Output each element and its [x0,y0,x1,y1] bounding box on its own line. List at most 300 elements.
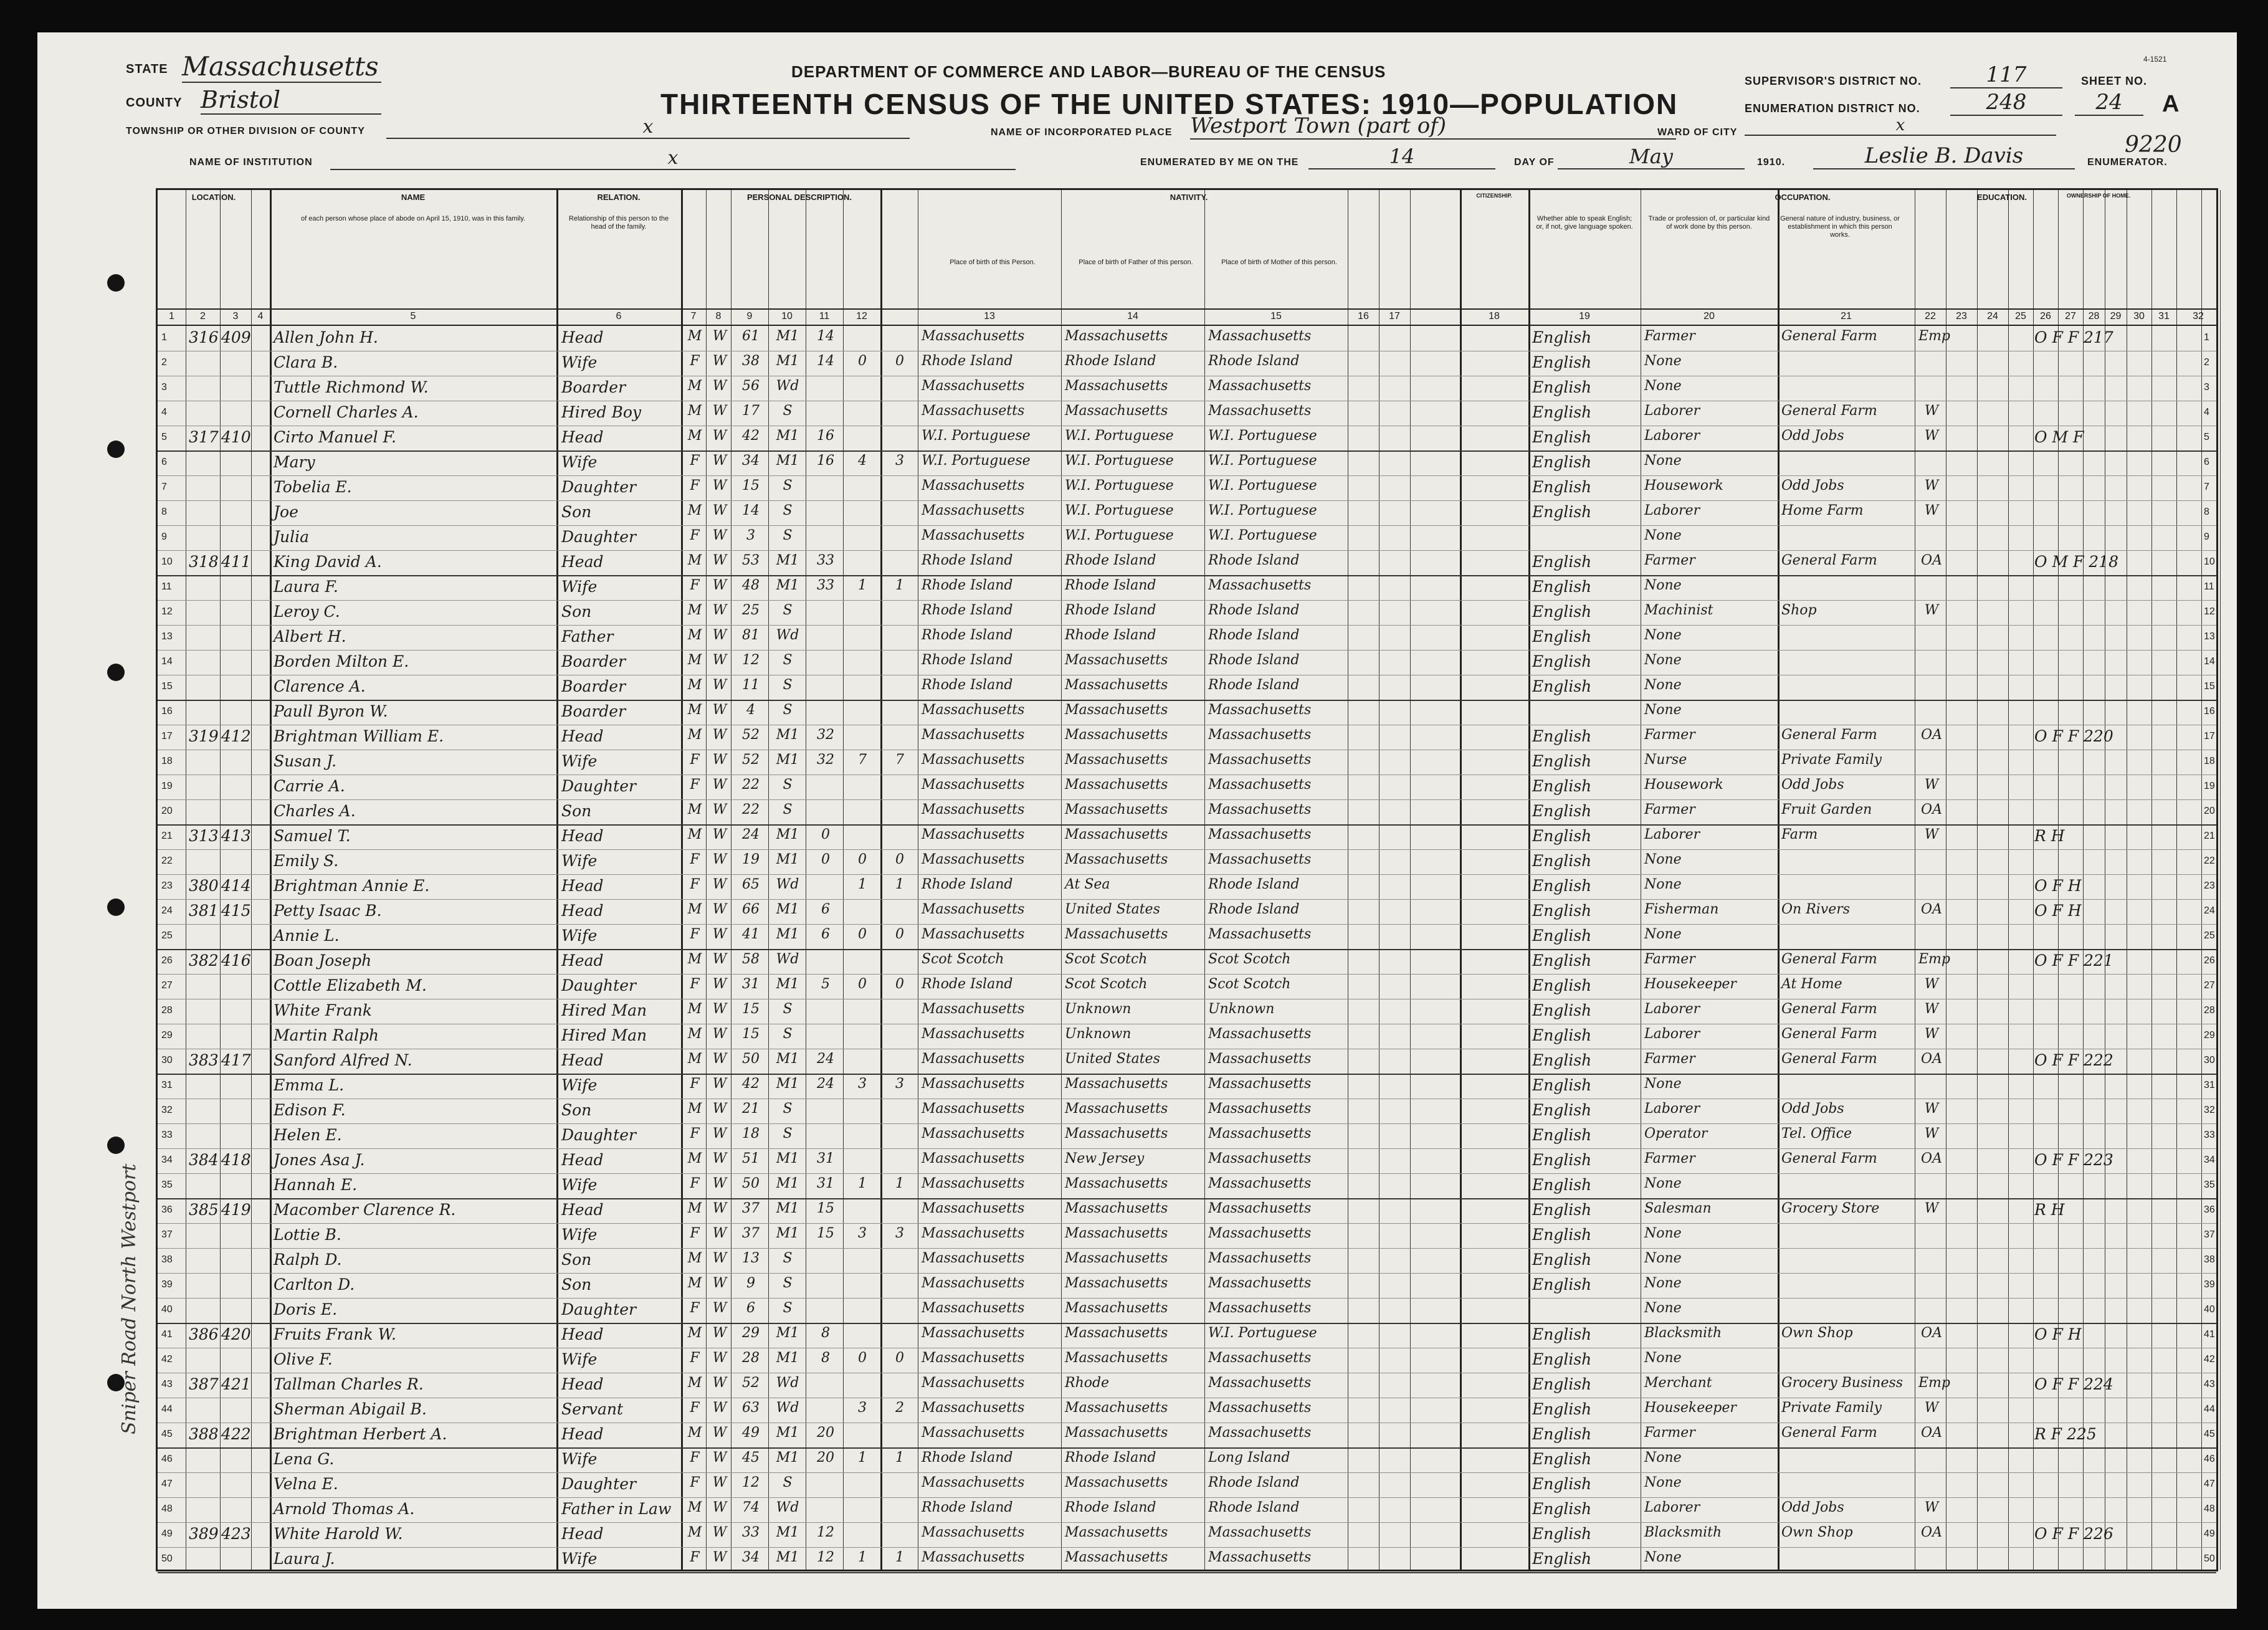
marital-status: S [783,1101,793,1117]
relation: Hired Boy [561,403,642,421]
birthplace-mother: W.I. Portuguese [1208,453,1317,469]
house-number: 384 [189,1151,219,1169]
birthplace-person: Massachusetts [922,752,1025,768]
age: 24 [742,827,760,842]
race: W [712,1251,727,1266]
trade: Laborer [1644,1026,1700,1042]
table-row [158,700,2216,725]
employer-status: W [1924,827,1939,842]
children-living: 2 [895,1400,904,1416]
marital-status: S [783,1001,793,1017]
person-name: Clara B. [274,353,338,371]
table-row [158,750,2216,775]
home-ownership: O F H [2034,877,2082,895]
relation: Hired Man [561,1001,647,1019]
language: English [1532,1425,1592,1443]
family-number: 419 [221,1201,251,1219]
punch-hole [107,274,125,292]
line-number: 45 [161,1429,173,1439]
race: W [712,1176,727,1191]
relation: Head [561,1201,604,1219]
age: 63 [742,1400,760,1416]
table-row [158,1373,2216,1398]
line-number: 12 [161,606,173,617]
birthplace-mother: W.I. Portuguese [1208,503,1317,518]
age: 50 [742,1176,760,1191]
birthplace-person: Massachusetts [922,1101,1025,1117]
person-name: Samuel T. [274,827,351,845]
sex: M [687,603,702,618]
line-number: 36 [161,1204,173,1215]
county-value: Bristol [201,86,381,115]
race: W [712,553,727,568]
line-number: 15 [161,681,173,692]
table-row [158,650,2216,675]
children-living: 1 [895,1176,904,1191]
birthplace-person: Massachusetts [922,1300,1025,1316]
children-born: 1 [858,877,867,892]
sex: F [690,852,700,867]
age: 33 [742,1525,760,1540]
column-number: 19 [1579,311,1590,322]
employer-status: OA [1921,1425,1942,1441]
industry: Odd Jobs [1781,478,1844,493]
years-married: 14 [817,328,834,344]
line-number-right: 28 [2204,1005,2215,1016]
years-married: 31 [817,1176,834,1191]
industry: Fruit Garden [1781,802,1872,817]
line-number: 1 [161,332,167,343]
years-married: 0 [821,827,830,842]
race: W [712,752,727,768]
birthplace-father: Massachusetts [1065,1201,1168,1216]
line-number-right: 6 [2204,457,2209,467]
line-number: 20 [161,806,173,816]
trade: None [1644,702,1682,718]
employer-status: W [1924,403,1939,419]
industry: Grocery Store [1781,1201,1880,1216]
house-number: 383 [189,1051,219,1069]
marital-status: M1 [776,1325,799,1341]
trade: Farmer [1644,1425,1695,1441]
children-born: 3 [858,1400,867,1416]
column-number: 18 [1489,311,1500,322]
age: 13 [742,1251,760,1266]
birthplace-person: Massachusetts [922,827,1025,842]
person-name: Tuttle Richmond W. [274,378,429,396]
children-living: 0 [895,1350,904,1366]
census-title: THIRTEENTH CENSUS OF THE UNITED STATES: 1910—POPULATION [660,88,1679,120]
language: English [1532,503,1592,521]
birthplace-father: Rhode Island [1065,627,1156,643]
language: English [1532,927,1592,945]
line-number: 29 [161,1030,173,1041]
birthplace-father: W.I. Portuguese [1065,428,1174,444]
birthplace-father: W.I. Portuguese [1065,478,1174,493]
birthplace-father: Massachusetts [1065,1101,1168,1117]
line-number: 23 [161,880,173,891]
sex: F [690,1400,700,1416]
age: 58 [742,951,760,967]
age: 61 [742,328,760,344]
person-name: Cirto Manuel F. [274,428,396,446]
race: W [712,976,727,992]
person-name: Cornell Charles A. [274,403,419,421]
home-ownership: O F F 220 [2034,727,2113,745]
person-name: Carrie A. [274,777,345,795]
relation: Hired Man [561,1026,647,1044]
language: English [1532,453,1592,471]
house-number: 386 [189,1325,219,1343]
trade: None [1644,927,1682,942]
race: W [712,902,727,917]
table-row [158,600,2216,626]
age: 37 [742,1226,760,1241]
sex: F [690,1300,700,1316]
table-row [158,799,2216,826]
relation: Wife [561,353,598,371]
birthplace-father: Massachusetts [1065,1475,1168,1490]
relation: Daughter [561,1126,636,1144]
years-married: 24 [817,1076,834,1092]
trade: None [1644,1550,1682,1565]
line-number: 16 [161,706,173,717]
birthplace-mother: Massachusetts [1208,702,1312,718]
family-number: 411 [221,553,251,571]
trade: None [1644,1076,1682,1092]
family-number: 415 [221,902,251,920]
birthplace-mother: Rhode Island [1208,877,1300,892]
age: 66 [742,902,760,917]
birthplace-mother: Massachusetts [1208,1251,1312,1266]
head-birth-person: Place of birth of this Person. [950,259,1036,266]
sex: M [687,1275,702,1291]
marital-status: S [783,802,793,817]
race: W [712,1500,727,1515]
house-number: 389 [189,1525,219,1543]
children-living: 0 [895,852,904,867]
language: English [1532,353,1592,371]
children-born: 4 [858,453,867,469]
trade: Farmer [1644,1151,1695,1166]
trade: None [1644,627,1682,643]
marital-status: Wd [776,1400,799,1416]
line-number-right: 1 [2204,332,2209,343]
birthplace-person: Rhode Island [922,603,1013,618]
sex: M [687,1051,702,1067]
employer-status: Emp [1918,951,1951,967]
years-married: 0 [821,852,830,867]
employer-status: OA [1921,1525,1942,1540]
birthplace-father: Massachusetts [1065,1325,1168,1341]
years-married: 15 [817,1226,834,1241]
table-row [158,725,2216,750]
table-row [158,824,2216,850]
marital-status: M1 [776,328,799,344]
birthplace-father: Massachusetts [1065,702,1168,718]
family-number: 423 [221,1525,251,1543]
birthplace-father: Massachusetts [1065,927,1168,942]
sex: F [690,976,700,992]
marital-status: S [783,702,793,718]
relation: Head [561,951,604,970]
state-label: STATE [126,62,168,76]
line-number: 3 [161,382,167,393]
marital-status: S [783,603,793,618]
line-number-right: 36 [2204,1204,2215,1215]
marital-status: S [783,1300,793,1316]
line-number: 13 [161,631,173,642]
person-name: Jones Asa J. [274,1151,365,1169]
children-living: 3 [895,453,904,469]
person-name: Ralph D. [274,1251,342,1269]
table-row [158,1123,2216,1149]
line-number-right: 31 [2204,1080,2215,1090]
column-number: 20 [1703,311,1715,322]
birthplace-mother: Massachusetts [1208,328,1312,344]
birthplace-father: United States [1065,1051,1160,1067]
stamp-number: 9220 [2125,132,2182,158]
sex: F [690,752,700,768]
column-number: 16 [1358,311,1369,322]
table-row [158,450,2216,476]
years-married: 16 [817,453,834,469]
column-number: 25 [2015,311,2026,322]
language: English [1532,328,1592,346]
age: 52 [742,1375,760,1391]
language: English [1532,902,1592,920]
relation: Father in Law [561,1500,672,1518]
table-row [158,1398,2216,1423]
language: English [1532,1550,1592,1568]
trade: Farmer [1644,328,1695,344]
birthplace-father: Massachusetts [1065,1176,1168,1191]
line-number: 32 [161,1105,173,1115]
relation: Boarder [561,702,626,720]
race: W [712,1425,727,1441]
age: 52 [742,752,760,768]
birthplace-mother: Massachusetts [1208,1101,1312,1117]
column-number: 26 [2040,311,2051,322]
employer-status: OA [1921,1051,1942,1067]
person-name: Clarence A. [274,677,366,695]
employer-status: W [1924,1500,1939,1515]
language: English [1532,1226,1592,1244]
trade: Machinist [1644,603,1713,618]
birthplace-person: Massachusetts [922,927,1025,942]
birthplace-father: Massachusetts [1065,328,1168,344]
birthplace-mother: Rhode Island [1208,1475,1300,1490]
relation: Wife [561,927,598,945]
line-number: 50 [161,1553,173,1564]
table-row [158,1099,2216,1124]
years-married: 32 [817,752,834,768]
column-number: 23 [1956,311,1967,322]
birthplace-person: Massachusetts [922,1375,1025,1391]
race: W [712,927,727,942]
birthplace-mother: Rhode Island [1208,677,1300,693]
birthplace-mother: Massachusetts [1208,1425,1312,1441]
industry: Odd Jobs [1781,1101,1844,1117]
age: 22 [742,802,760,817]
table-row [158,1049,2216,1075]
supervisor-label: SUPERVISOR'S DISTRICT NO. [1745,75,1922,87]
home-ownership: O F F 221 [2034,951,2113,970]
relation: Son [561,603,592,621]
relation: Wife [561,852,598,870]
age: 34 [742,1550,760,1565]
line-number-right: 27 [2204,980,2215,991]
line-number-right: 20 [2204,806,2215,816]
birthplace-father: Scot Scotch [1065,951,1148,967]
birthplace-father: Massachusetts [1065,652,1168,668]
relation: Daughter [561,1300,636,1318]
birthplace-person: Massachusetts [922,328,1025,344]
age: 15 [742,1001,760,1017]
trade: None [1644,652,1682,668]
years-married: 20 [817,1425,834,1441]
house-number: 382 [189,951,219,970]
head-trade: Trade or profession of, or particular kind of work done by this person. [1648,215,1770,231]
race: W [712,627,727,643]
birthplace-person: Massachusetts [922,777,1025,793]
trade: None [1644,1226,1682,1241]
age: 53 [742,553,760,568]
marital-status: M1 [776,902,799,917]
group-personal: PERSONAL DESCRIPTION. [746,193,852,202]
age: 49 [742,1425,760,1441]
trade: Blacksmith [1644,1325,1722,1341]
birthplace-mother: Rhode Island [1208,603,1300,618]
industry: General Farm [1781,951,1877,967]
line-number-right: 43 [2204,1379,2215,1389]
race: W [712,827,727,842]
race: W [712,1026,727,1042]
group-location: LOCATION. [191,193,236,202]
sex: M [687,827,702,842]
sheet-value: 24 [2075,90,2143,116]
table-row [158,1024,2216,1049]
table-row [158,1298,2216,1324]
birthplace-person: Rhode Island [922,976,1013,992]
relation: Father [561,627,614,646]
race: W [712,353,727,369]
line-number: 18 [161,756,173,766]
birthplace-father: Scot Scotch [1065,976,1148,992]
line-number-right: 24 [2204,905,2215,916]
trade: None [1644,578,1682,593]
language: English [1532,428,1592,446]
language: English [1532,603,1592,621]
relation: Daughter [561,478,636,496]
trade: Laborer [1644,827,1700,842]
line-number: 25 [161,930,173,941]
marital-status: M1 [776,1550,799,1565]
line-number-right: 30 [2204,1055,2215,1065]
person-name: Brightman William E. [274,727,444,745]
birthplace-person: Massachusetts [922,727,1025,743]
sex: F [690,1350,700,1366]
children-born: 0 [858,353,867,369]
line-number-right: 11 [2204,581,2214,592]
head-relation: Relationship of this person to the head of the family. [568,215,669,231]
birthplace-mother: Massachusetts [1208,1201,1312,1216]
language: English [1532,1325,1592,1343]
employer-status: W [1924,777,1939,793]
age: 9 [746,1275,755,1291]
person-name: Leroy C. [274,603,340,621]
birthplace-mother: Massachusetts [1208,1051,1312,1067]
birthplace-father: Massachusetts [1065,1300,1168,1316]
language: English [1532,1525,1592,1543]
race: W [712,1101,727,1117]
race: W [712,1001,727,1017]
children-born: 0 [858,927,867,942]
relation: Wife [561,578,598,596]
employer-status: W [1924,1001,1939,1017]
line-number-right: 32 [2204,1105,2215,1115]
relation: Wife [561,1550,598,1568]
relation: Wife [561,1350,598,1368]
line-number: 38 [161,1254,173,1265]
birthplace-mother: Massachusetts [1208,1350,1312,1366]
column-number: 2 [200,311,206,322]
industry: On Rivers [1781,902,1851,917]
employer-status: W [1924,976,1939,992]
marital-status: M1 [776,1151,799,1166]
home-ownership: O F F 226 [2034,1525,2113,1543]
language: English [1532,1176,1592,1194]
children-born: 1 [858,578,867,593]
birthplace-person: Massachusetts [922,1525,1025,1540]
person-name: Borden Milton E. [274,652,409,670]
relation: Daughter [561,976,636,994]
county-label: COUNTY [126,96,183,110]
race: W [712,578,727,593]
table-row [158,1522,2216,1548]
age: 31 [742,976,760,992]
year-label: 1910. [1757,157,1786,168]
race: W [712,777,727,793]
years-married: 20 [817,1450,834,1466]
line-number: 33 [161,1130,173,1140]
person-name: Arnold Thomas A. [274,1500,415,1518]
race: W [712,403,727,419]
home-ownership: R H [2034,827,2065,845]
birthplace-person: Massachusetts [922,1251,1025,1266]
family-number: 421 [221,1375,251,1393]
column-number: 9 [746,311,753,322]
column-number: 31 [2158,311,2170,322]
table-row [158,575,2216,601]
trade: Operator [1644,1126,1708,1141]
age: 15 [742,478,760,493]
years-married: 33 [817,553,834,568]
table-row [158,500,2216,526]
marital-status: S [783,1275,793,1291]
marital-status: S [783,478,793,493]
person-name: Fruits Frank W. [274,1325,396,1343]
marital-status: M1 [776,1226,799,1241]
family-number: 417 [221,1051,251,1069]
age: 18 [742,1126,760,1141]
column-number: 32 [2193,311,2204,322]
birthplace-mother: Rhode Island [1208,627,1300,643]
person-name: White Frank [274,1001,373,1019]
years-married: 32 [817,727,834,743]
sex: M [687,403,702,419]
employer-status: W [1924,1101,1939,1117]
